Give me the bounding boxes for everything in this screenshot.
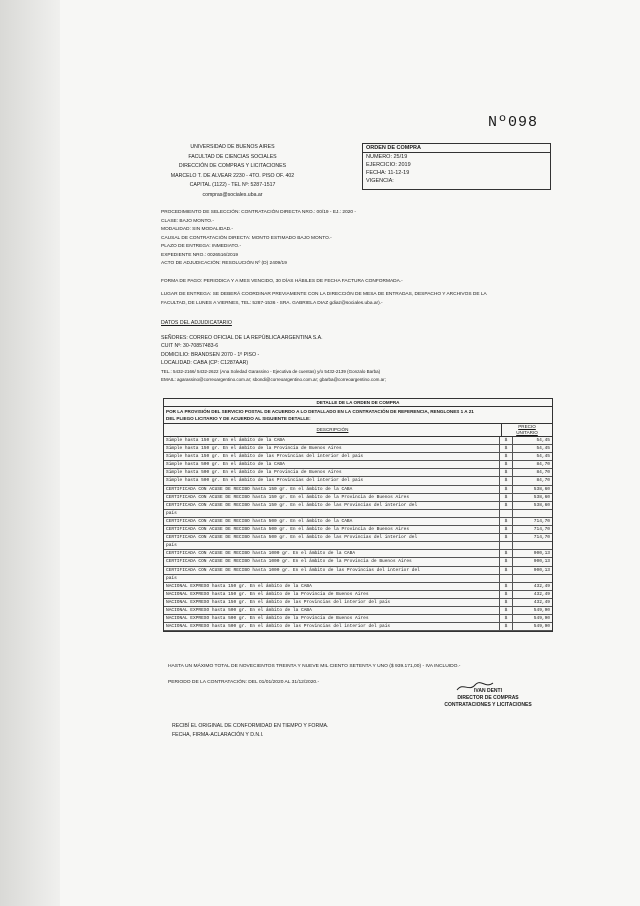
table-row [164, 486, 552, 494]
adjudicatario-section [161, 319, 541, 385]
row-price: 549,90 [533, 616, 550, 622]
table-row [164, 534, 552, 542]
row-currency [500, 542, 513, 549]
row-currency: $ [500, 599, 513, 606]
procedimiento-line: CAUSAL DE CONTRATACIÓN DIRECTA: MONTO ESTIMADO BAJO MONTO.- [161, 235, 332, 241]
row-price: 54,45 [536, 438, 550, 443]
orden-fecha: FECHA: 11-12-19 [366, 170, 410, 176]
row-currency: $ [500, 518, 513, 525]
row-currency: $ [500, 477, 513, 484]
table-header [164, 424, 552, 437]
recibi-line: FECHA, FIRMA-ACLARACIÓN Y D.N.I. [172, 731, 264, 738]
row-description: CERTIFICADA CON ACUSE DE RECIBO hasta 150 gr. En el ámbito de las Provincias del interior del [164, 502, 500, 509]
row-currency: $ [500, 437, 513, 444]
row-currency: $ [500, 591, 513, 598]
header-line: FACULTAD DE CIENCIAS SOCIALES [188, 153, 277, 160]
detalle-caption: DETALLE DE LA ORDEN DE COMPRA [164, 399, 552, 407]
row-price [513, 575, 552, 582]
row-currency: $ [500, 623, 513, 630]
row-currency: $ [500, 567, 513, 574]
header-line: MARCELO T. DE ALVEAR 2230 - 4TO. PISO OF. 402 [170, 172, 295, 179]
col-precio [501, 424, 552, 436]
table-row [164, 453, 552, 461]
row-description: Simple hasta 500 gr. En el ámbito de la CABA [164, 461, 500, 468]
row-price: 538,60 [533, 486, 550, 492]
table-row [164, 494, 552, 502]
table-row [164, 567, 552, 575]
row-description: NACIONAL EXPRESO hasta 150 gr. En el ámbito de las Provincias del interior del país [164, 599, 500, 606]
orden-vigencia: VIGENCIA: [366, 178, 394, 184]
row-description: CERTIFICADA CON ACUSE DE RECIBO hasta 500 gr. En el ámbito de la Provincia de Buenos Aires [164, 526, 500, 533]
row-currency [500, 510, 513, 517]
row-description: CERTIFICADA CON ACUSE DE RECIBO hasta 500 gr. En el ámbito de la CABA [164, 518, 500, 525]
row-currency: $ [500, 583, 513, 590]
row-currency: $ [500, 486, 513, 493]
row-description: país [164, 542, 500, 549]
adjudicatario-line: CUIT Nº: 30-70857483-6 [161, 343, 219, 349]
row-description: Simple hasta 150 gr. En el ámbito de la Provincia de Buenos Aires [164, 445, 500, 452]
signature-block [428, 688, 548, 709]
procedimiento-line: EXPEDIENTE NRO.: 0026516/2019 [161, 252, 239, 258]
row-price: 432,49 [533, 591, 550, 597]
table-row [164, 599, 552, 607]
row-price: 54,45 [536, 446, 550, 452]
col-precio-line: PRECIO [518, 424, 536, 429]
procedimiento-block [161, 209, 541, 269]
row-description: Simple hasta 150 gr. En el ámbito de las Provincias del interior del país [164, 453, 500, 460]
adjudicatario-email: EMAIL: agarassino@correoargentino.com.ar; sbondi@correoargentino.com.ar; gbarba@correoargentino.com.ar; [161, 377, 386, 382]
procedimiento-line: ACTO DE ADJUDICACIÓN: RESOLUCIÓN Nº (D) 2409/19 [161, 261, 287, 266]
adjudicatario-line: LOCALIDAD: CABA (CP: C1287AAR) [161, 360, 249, 366]
row-currency: $ [500, 526, 513, 533]
table-body [164, 437, 552, 631]
orden-de-compra-box [362, 143, 551, 190]
row-currency: $ [500, 445, 513, 452]
row-description: NACIONAL EXPRESO hasta 150 gr. En el ámbito de la CABA [164, 583, 500, 590]
row-description: CERTIFICADA CON ACUSE DE RECIBO hasta 500 gr. En el ámbito de las Provincias del interior del [164, 534, 500, 541]
row-description: CERTIFICADA CON ACUSE DE RECIBO hasta 150 gr. En el ámbito de la CABA [164, 486, 500, 493]
procedimiento-line: MODALIDAD: SIN MODALIDAD.- [161, 227, 233, 232]
row-price [513, 542, 552, 549]
col-precio-line: UNITARIO [516, 430, 538, 435]
detalle-table [163, 398, 553, 632]
row-currency: $ [500, 607, 513, 614]
row-description: Simple hasta 500 gr. En el ámbito de las Provincias del interior del país [164, 477, 500, 484]
document-number: Nº098 [488, 114, 539, 131]
row-price: 84,70 [536, 478, 550, 484]
adjudicatario-title: DATOS DEL ADJUDICATARIO [161, 320, 232, 326]
row-price: 432,49 [533, 583, 550, 589]
header-line: DIRECCIÓN DE COMPRAS Y LICITACIONES [178, 163, 287, 169]
intro-line: POR LA PROVISIÓN DEL SERVICIO POSTAL DE ACUERDO A LO DETALLADO EN LA CONTRATACIÓN DE REFERENCIA, RENGLONES 1 A 21 [166, 409, 474, 414]
row-currency: $ [500, 502, 513, 509]
row-description: CERTIFICADA CON ACUSE DE RECIBO hasta 1000 gr. En el ámbito de la CABA [164, 550, 500, 557]
row-price: 714,70 [533, 518, 550, 524]
row-currency: $ [500, 461, 513, 468]
firma-name: IVAN DENTI [474, 688, 502, 694]
col-descripcion: DESCRIPCIÓN [316, 427, 349, 432]
header-email: compras@sociales.uba.ar [202, 191, 263, 198]
procedimiento-line: PLAZO DE ENTREGA: INMEDIATO.- [161, 244, 242, 249]
row-description: Simple hasta 500 gr. En el ámbito de la Provincia de Buenos Aires [164, 469, 500, 476]
row-price: 714,70 [533, 535, 550, 541]
row-currency: $ [500, 453, 513, 460]
header-line: CAPITAL (1122) - TEL Nº: 5287-1517 [189, 182, 276, 188]
row-description: país [164, 510, 500, 517]
row-price: 549,90 [533, 607, 550, 613]
row-currency: $ [500, 615, 513, 622]
intro-line: DEL PLIEGO LICITARIO Y DE ACUERDO AL SIGUIENTE DETALLE: [166, 416, 311, 421]
table-row [164, 591, 552, 599]
row-description: NACIONAL EXPRESO hasta 500 gr. En el ámbito de las Provincias del interior del país [164, 623, 500, 630]
lugar-line: FACULTAD, DE LUNES A VIERNES, TEL: 5287-1536 - SRA. GABRIELA DIAZ gdiaz@sociales.uba.ar).- [161, 300, 383, 306]
row-description: NACIONAL EXPRESO hasta 500 gr. En el ámbito de la CABA [164, 607, 500, 614]
row-description: CERTIFICADA CON ACUSE DE RECIBO hasta 1000 gr. En el ámbito de las Provincias del interior del [164, 567, 500, 574]
orden-box-title: ORDEN DE COMPRA [363, 144, 550, 153]
row-currency: $ [500, 550, 513, 557]
row-description: NACIONAL EXPRESO hasta 500 gr. En el ámbito de la Provincia de Buenos Aires [164, 615, 500, 622]
procedimiento-line: PROCEDIMIENTO DE SELECCIÓN: CONTRATACIÓN DIRECTA NRO.: 00/19 - EJ.: 2020 - [161, 210, 357, 215]
lugar-entrega [161, 291, 541, 308]
row-price: 900,13 [533, 559, 550, 565]
table-row [164, 607, 552, 615]
table-row [164, 477, 552, 485]
row-price: 432,49 [533, 599, 550, 605]
header-line: UNIVERSIDAD DE BUENOS AIRES [190, 144, 275, 150]
periodo-contratacion: PERIODO DE LA CONTRATACIÓN: DEL 01/01/2020 AL 31/12/2020.- [168, 680, 320, 685]
row-description: CERTIFICADA CON ACUSE DE RECIBO hasta 1000 gr. En el ámbito de la Provincia de Buenos Aires [164, 558, 500, 565]
row-currency: $ [500, 534, 513, 541]
firma-title: DIRECTOR DE COMPRAS [457, 695, 519, 701]
table-row [164, 518, 552, 526]
lugar-line: LUGAR DE ENTREGA: SE DEBERÁ COORDINAR PREVIAMENTE CON LA DIRECCIÓN DE MESA DE ENTRADAS, DESPACHO Y ARCHIVOS DE LA [161, 292, 487, 297]
forma-pago: FORMA DE PAGO: PERIODICA Y A MES VENCIDO, 30 DÍAS HÁBILES DE FECHA FACTURA CONFORMADA.- [161, 279, 403, 284]
institution-header [155, 143, 310, 200]
row-price: 900,13 [533, 567, 550, 573]
monto-maximo: HASTA UN MÁXIMO TOTAL DE NOVECIENTOS TREINTA Y NUEVE MIL CIENTO SETENTA Y UNO ($ 939.171,00) - IVA INCLUIDO.- [168, 664, 461, 669]
row-description: Simple hasta 150 gr. En el ámbito de la CABA [164, 437, 500, 444]
row-price: 84,70 [536, 462, 550, 468]
table-row [164, 461, 552, 469]
row-price: 900,13 [533, 551, 550, 557]
recibi-conformidad [172, 722, 328, 739]
row-currency: $ [500, 558, 513, 565]
row-price: 714,70 [533, 527, 550, 533]
row-price: 538,60 [533, 502, 550, 508]
table-row [164, 615, 552, 623]
row-description: NACIONAL EXPRESO hasta 150 gr. En el ámbito de la Provincia de Buenos Aires [164, 591, 500, 598]
adjudicatario-line: TEL.: 5432-2166/ 5432-2622 (Ana Soledad Garassino - Ejecutiva de cuentas) y/o 5432-2139 (Gonzalo Barba) [161, 368, 381, 374]
table-row [164, 437, 552, 445]
recibi-line: RECIBÍ EL ORIGINAL DE CONFORMIDAD EN TIEMPO Y FORMA. [172, 723, 329, 729]
orden-numero: NUMERO: 25/19 [366, 154, 408, 160]
table-row [164, 550, 552, 558]
row-price: 84,70 [536, 470, 550, 476]
scan-edge-shadow [0, 0, 60, 906]
table-row [164, 575, 552, 583]
procedimiento-line: CLASE: BAJO MONTO.- [161, 218, 214, 224]
row-currency: $ [500, 469, 513, 476]
table-row [164, 558, 552, 566]
row-currency: $ [500, 494, 513, 501]
row-price: 54,45 [536, 454, 550, 460]
detalle-intro [164, 407, 552, 424]
table-row [164, 542, 552, 550]
adjudicatario-line: SEÑORES: CORREO OFICIAL DE LA REPÚBLICA ARGENTINA S.A. [161, 334, 323, 341]
table-row [164, 469, 552, 477]
firma-dept: CONTRATACIONES Y LICITACIONES [444, 702, 532, 708]
table-row [164, 526, 552, 534]
row-price: 538,60 [533, 494, 550, 500]
table-row [164, 583, 552, 591]
table-row [164, 510, 552, 518]
row-description: país [164, 575, 500, 582]
table-row [164, 445, 552, 453]
row-currency [500, 575, 513, 582]
row-price: 549,90 [533, 624, 550, 630]
row-description: CERTIFICADA CON ACUSE DE RECIBO hasta 150 gr. En el ámbito de la Provincia de Buenos Aires [164, 494, 500, 501]
adjudicatario-line: DOMICILIO: BRANDSEN 2070 - 1º PISO - [161, 351, 260, 358]
table-row [164, 502, 552, 510]
orden-ejercicio: EJERCICIO: 2019 [366, 162, 411, 168]
table-row [164, 623, 552, 631]
row-price [513, 510, 552, 517]
